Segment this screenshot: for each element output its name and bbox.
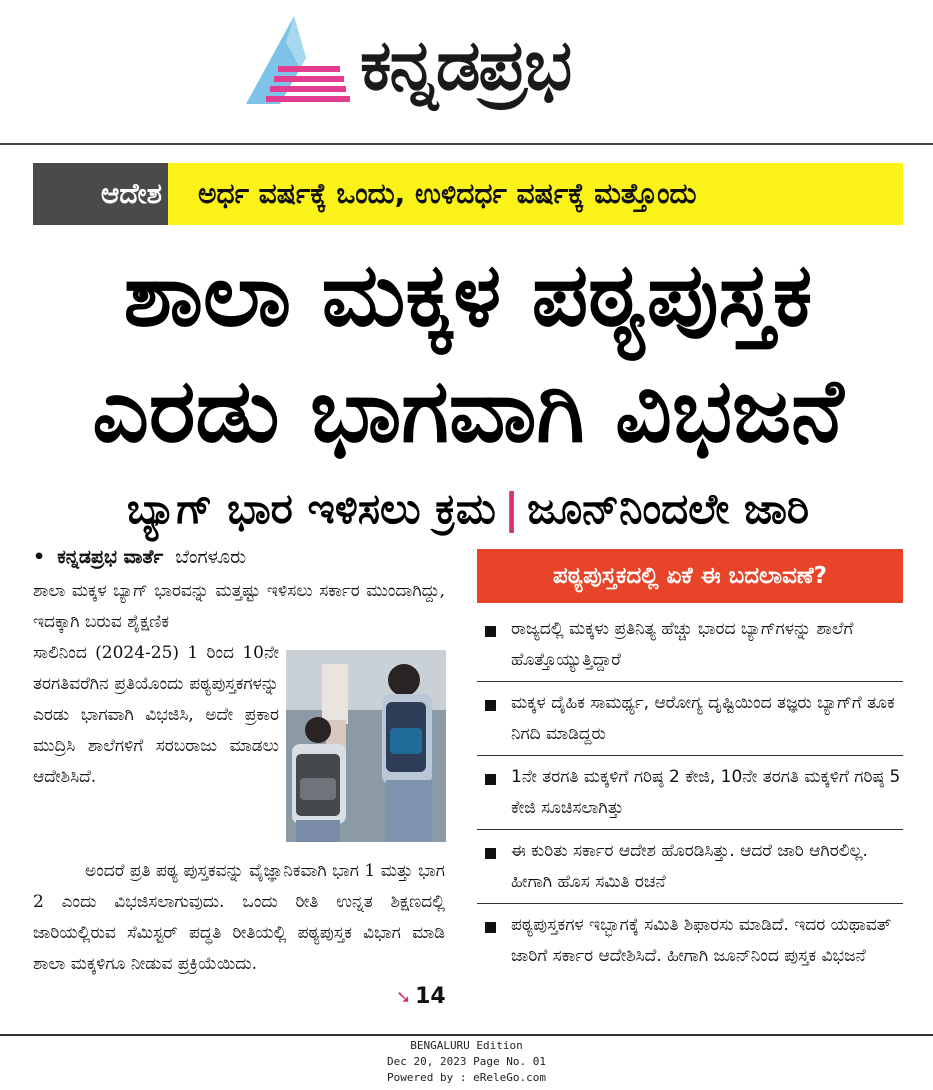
- bullet-square-icon: [485, 774, 496, 785]
- article-photo: [286, 650, 446, 842]
- footer-date-page: Dec 20, 2023 Page No. 01: [387, 1055, 546, 1068]
- list-item: [477, 756, 903, 830]
- article-paragraph-1-top: ಶಾಲಾ ಮಕ್ಕಳ ಬ್ಯಾಗ್ ಭಾರವನ್ನು ಮತ್ತಷ್ಟು ಇಳಿಸಲು ಸರ್ಕಾರ ಮುಂದಾಗಿದ್ದು, ಇದಕ್ಕಾಗಿ ಬರುವ ಶೈಕ್ಷಣಿಕ: [33, 581, 445, 632]
- footer-edition: BENGALURU Edition: [410, 1039, 523, 1052]
- kicker-bar: [33, 163, 903, 225]
- subhead-separator: |: [503, 484, 520, 533]
- byline-bullet: •: [33, 546, 46, 568]
- brand-name: ಕನ್ನಡಪ್ರಭ: [360, 24, 571, 106]
- logo-triangle-icon: [244, 14, 354, 106]
- list-item-text: ಪಠ್ಯಪುಸ್ತಕಗಳ ಇಬ್ಭಾಗಕ್ಕೆ ಸಮಿತಿ ಶಿಫಾರಸು ಮಾಡಿದೆ. ಇದರ ಯಥಾವತ್ ಜಾರಿಗೆ ಸರ್ಕಾರ ಆದೇಶಿಸಿದೆ. ಹೀಗಾಗಿ ಜೂನ್‌ನಿಂದ ಪುಸ್ತಕ ವಿಭಜನೆ: [511, 915, 892, 966]
- main-headline: [33, 240, 903, 466]
- list-item-text: ರಾಜ್ಯದಲ್ಲಿ ಮಕ್ಕಳು ಪ್ರತಿನಿತ್ಯ ಹೆಚ್ಚು ಭಾರದ ಬ್ಯಾಗ್‌ಗಳನ್ನು ಶಾಲೆಗೆ ಹೊತ್ತೊಯ್ಯುತ್ತಿದ್ದಾರೆ: [511, 619, 854, 670]
- headline-line-2: ಎರಡು ಭಾಗವಾಗಿ ವಿಭಜನೆ: [92, 359, 844, 462]
- list-item-text: ಈ ಕುರಿತು ಸರ್ಕಾರ ಆದೇಶ ಹೊರಡಿಸಿತ್ತು. ಆದರೆ ಜಾರಿ ಆಗಿರಲಿಲ್ಲ. ಹೀಗಾಗಿ ಹೊಸ ಸಮಿತಿ ರಚನೆ: [511, 841, 868, 892]
- byline: [33, 542, 453, 572]
- list-item-text: 1ನೇ ತರಗತಿ ಮಕ್ಕಳಿಗೆ ಗರಿಷ್ಠ 2 ಕೇಜಿ, 10ನೇ ತರಗತಿ ಮಕ್ಕಳಿಗೆ ಗರಿಷ್ಠ 5 ಕೇಜಿ ಸೂಚಿಸಲಾಗಿತ್ತು: [511, 767, 901, 818]
- bullet-square-icon: [485, 922, 496, 933]
- masthead-divider: [0, 143, 933, 145]
- jump-arrow-icon: ➘: [396, 987, 412, 1008]
- sidebar-title: ಪಠ್ಯಪುಸ್ತಕದಲ್ಲಿ ಏಕೆ ಈ ಬದಲಾವಣೆ?: [477, 549, 903, 603]
- article-paragraph-2: ಅಂದರೆ ಪ್ರತಿ ಪಠ್ಯ ಪುಸ್ತಕವನ್ನು ವೈಜ್ಞಾನಿಕವಾಗಿ ಭಾಗ 1 ಮತ್ತು ಭಾಗ 2 ಎಂದು ವಿಭಜಿಸಲಾಗುವುದು. ಒಂದು ರೀತಿ ಉನ್ನತ ಶಿಕ್ಷಣದಲ್ಲಿ ಜಾರಿಯಲ್ಲಿರುವ ಸೆಮಿಸ್ಟರ್ ಪದ್ಧತಿ ರೀತಿಯಲ್ಲಿ ಪಠ್ಯಪುಸ್ತಕ ವಿಭಾಗ ಮಾಡಿ ಶಾಲಾ ಮಕ್ಕಳಿಗೂ ನೀಡುವ ಪ್ರಕ್ರಿಯೆಯಿದು.: [33, 861, 445, 974]
- list-item: [477, 830, 903, 904]
- list-item: [477, 682, 903, 756]
- bullet-square-icon: [485, 700, 496, 711]
- byline-source: ಕನ್ನಡಪ್ರಭ ವಾರ್ತೆ: [57, 546, 164, 568]
- kicker-tag: ಆದೇಶ: [33, 163, 168, 225]
- bullet-square-icon: [485, 848, 496, 859]
- footer-powered-by: Powered by : eReleGo.com: [387, 1071, 546, 1084]
- subhead-left: ಬ್ಯಾಗ್ ಭಾರ ಇಳಿಸಲು ಕ್ರಮ: [126, 484, 496, 533]
- page-jump[interactable]: [396, 982, 456, 1012]
- subhead-right: ಜೂನ್‌ನಿಂದಲೇ ಜಾರಿ: [527, 484, 810, 533]
- list-item: [477, 608, 903, 682]
- sidebar-list: [477, 608, 903, 1012]
- masthead: [0, 0, 933, 143]
- footer-divider: [0, 1034, 933, 1036]
- byline-place: ಬೆಂಗಳೂರು: [175, 546, 247, 568]
- subheadline: [33, 478, 903, 540]
- headline-line-1: ಶಾಲಾ ಮಕ್ಕಳ ಪಠ್ಯಪುಸ್ತಕ: [123, 243, 813, 346]
- jump-page-number: 14: [415, 984, 446, 1009]
- schoolchildren-image: [286, 650, 446, 842]
- article-paragraph-1-rest: ಸಾಲಿನಿಂದ (2024-25) 1 ರಿಂದ 10ನೇ ತರಗತಿವರೆಗಿನ ಪ್ರತಿಯೊಂದು ಪಠ್ಯಪುಸ್ತಕಗಳನ್ನು ಎರಡು ಭಾಗವಾಗಿ ವಿಭಜಿಸಿ, ಅದೇ ಪ್ರಕಾರ ಮುದ್ರಿಸಿ ಶಾಲೆಗಳಿಗೆ ಸರಬರಾಜು ಮಾಡಲು ಆದೇಶಿಸಿದೆ.: [33, 643, 279, 787]
- list-item: [477, 904, 903, 1012]
- list-item-text: ಮಕ್ಕಳ ದೈಹಿಕ ಸಾಮರ್ಥ್ಯ, ಆರೋಗ್ಯ ದೃಷ್ಟಿಯಿಂದ ತಜ್ಞರು ಬ್ಯಾಗ್‌ಗೆ ತೂಕ ನಿಗದಿ ಮಾಡಿದ್ದರು: [511, 693, 895, 744]
- bullet-square-icon: [485, 626, 496, 637]
- kicker-text: ಅರ್ಧ ವರ್ಷಕ್ಕೆ ಒಂದು, ಉಳಿದರ್ಧ ವರ್ಷಕ್ಕೆ ಮತ್ತೊಂದು: [198, 177, 697, 210]
- footer: [0, 1038, 933, 1086]
